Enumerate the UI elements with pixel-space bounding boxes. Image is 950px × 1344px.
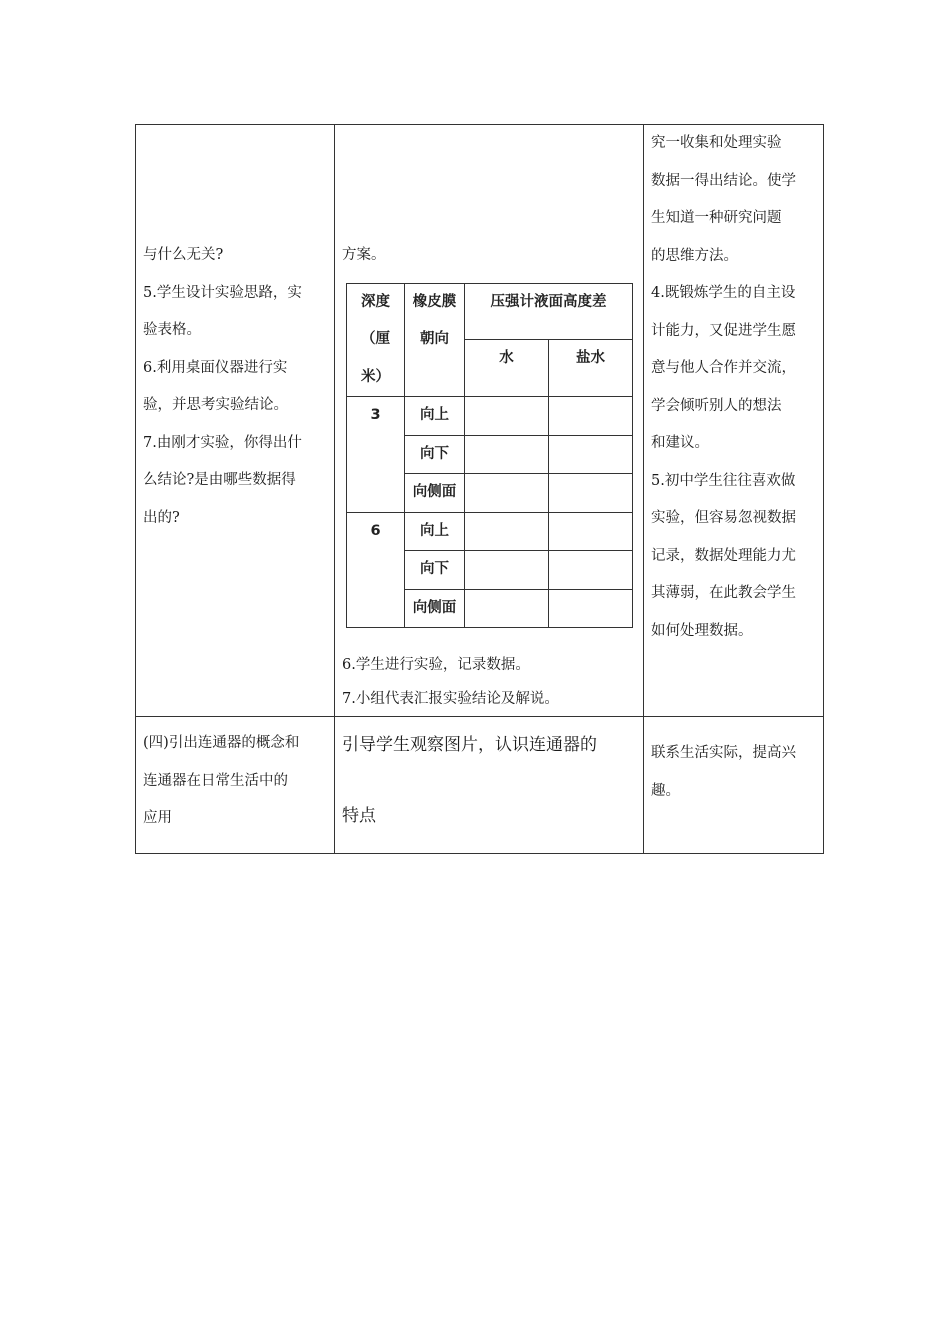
text-line: 生知道一种研究问题 [651,210,782,226]
diff-header: 压强计液面高度差 [465,283,633,340]
empty-cell [549,512,633,551]
student-activity-cell [335,125,644,717]
text-line: 6.学生进行实验，记录数据。 [342,657,530,673]
text-line: 5.学生设计实验思路，实 [143,284,302,301]
teacher-activity-cell [136,717,335,854]
empty-cell [549,474,633,513]
text-line: 究一收集和处理实验 [651,135,782,151]
empty-cell [549,551,633,590]
orientation-cell: 向侧面 [405,589,465,628]
text-line: 实验，但容易忽视数据 [651,510,796,526]
text-line: 5.初中学生往往喜欢做 [651,472,796,489]
text-line: 其薄弱，在此教会学生 [651,585,796,601]
design-intent-cell [644,717,824,854]
text-line: 应用 [143,810,172,826]
text-line: 趣。 [651,782,680,799]
text-line: 验表格。 [143,322,201,338]
text-line: 与什么无关? [143,247,224,263]
text-line: 7.小组代表汇报实验结论及解说。 [342,691,559,707]
depth-value: 3 [347,397,405,513]
teacher-activity-cell [136,125,335,717]
empty-cell [465,589,549,628]
saltwater-header: 盐水 [549,340,633,397]
orientation-cell: 向下 [405,435,465,474]
depth-value: 6 [347,512,405,628]
text-line: 如何处理数据。 [651,622,753,639]
empty-cell [465,551,549,590]
text-line: 6.利用桌面仪器进行实 [143,359,288,376]
experiment-data-table [346,283,633,629]
design-intent-cell [644,125,824,717]
text-line: 4.既锻炼学生的自主设 [651,285,796,301]
empty-cell [465,474,549,513]
empty-cell [549,435,633,474]
text-line: 方案。 [342,247,386,263]
text-line: 7.由刚才实验，你得出什 [143,434,302,451]
table-row [136,125,824,717]
water-header: 水 [465,340,549,397]
empty-cell [549,397,633,436]
text-line: 特点 [342,806,376,826]
orientation-cell: 向侧面 [405,474,465,513]
text-line: 连通器在日常生活中的 [143,772,288,789]
orientation-cell: 向上 [405,512,465,551]
empty-cell [549,589,633,628]
student-activity-cell [335,717,644,854]
text-line: (四)引出连通器的概念和 [143,735,300,751]
experiment-data-table-figure [346,283,632,629]
empty-cell [465,397,549,436]
text-line: 意与他人合作并交流， [651,360,796,376]
lesson-plan-table [135,124,824,854]
text-line: 计能力，又促进学生愿 [651,322,796,339]
text-line: 引导学生观察图片，认识连通器的 [342,735,597,755]
text-line: 学会倾听别人的想法 [651,397,782,414]
depth-header: 深度 （厘米） [347,283,405,397]
orientation-cell: 向下 [405,551,465,590]
text-line: 么结论?是由哪些数据得 [143,472,296,488]
text-line: 的思维方法。 [651,247,738,264]
text-line: 验，并思考实验结论。 [143,397,288,413]
empty-cell [465,512,549,551]
text-line: 和建议。 [651,435,709,451]
text-line: 联系生活实际，提高兴 [651,745,796,761]
text-line: 数据一得出结论。使学 [651,172,796,189]
orientation-cell: 向上 [405,397,465,436]
membrane-header: 橡皮膜 朝向 [405,283,465,397]
text-line: 出的? [143,509,180,526]
text-line: 记录，数据处理能力尤 [651,547,796,564]
table-row [136,717,824,854]
empty-cell [465,435,549,474]
